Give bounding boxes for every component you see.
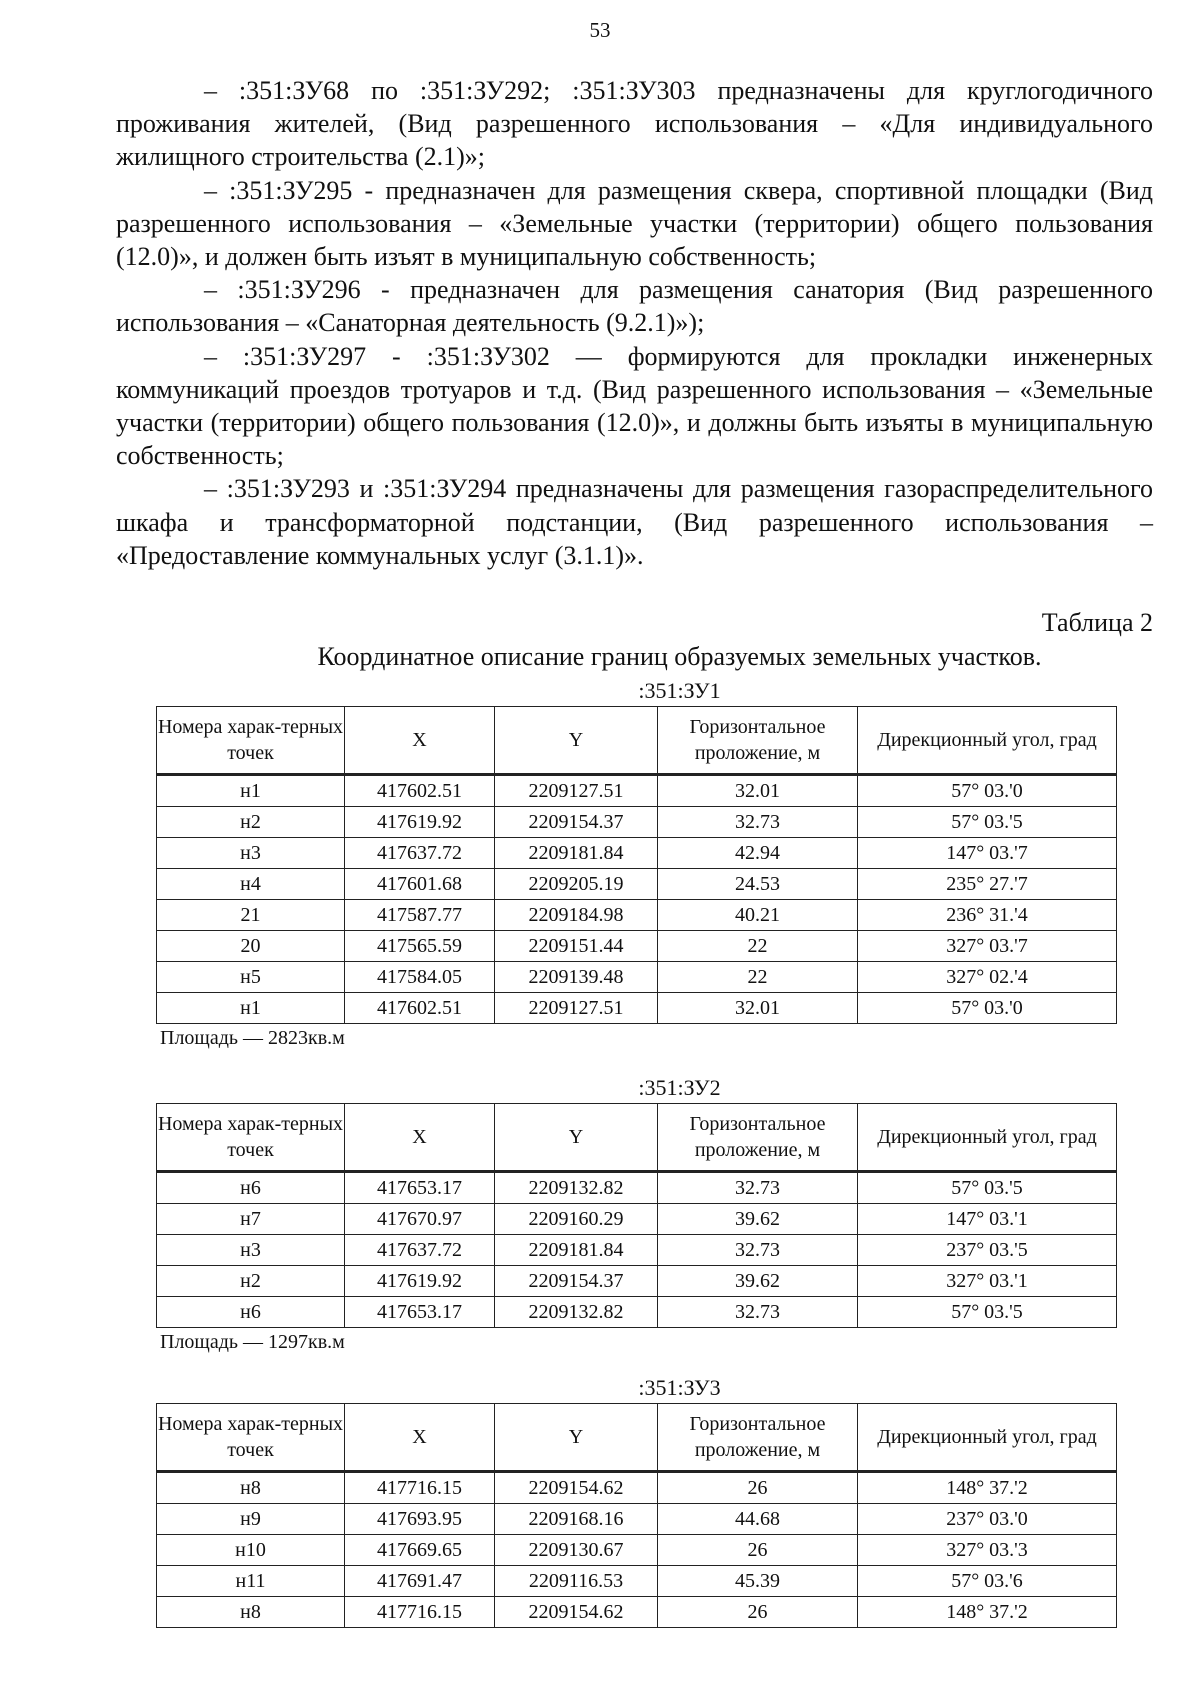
cell-x: 417619.92 <box>345 1266 495 1297</box>
table-header-row <box>157 707 1117 775</box>
cell-point: н3 <box>157 1235 345 1266</box>
table-row <box>157 1504 1117 1535</box>
cell-distance: 26 <box>658 1597 858 1628</box>
cell-y: 2209127.51 <box>495 775 658 807</box>
table-row <box>157 1266 1117 1297</box>
cell-y: 2209132.82 <box>495 1297 658 1328</box>
cell-point: н10 <box>157 1535 345 1566</box>
cell-distance: 26 <box>658 1535 858 1566</box>
header-distance: Горизонтальное проложение, м <box>658 1104 858 1172</box>
cell-angle: 147° 03.'7 <box>858 838 1117 869</box>
paragraph: – :351:ЗУ296 - предназначен для размещения санатория (Вид разрешенного использования – «Санаторная деятельность (9.2.1)»); <box>116 275 1153 338</box>
cell-x: 417565.59 <box>345 931 495 962</box>
table-row <box>157 1204 1117 1235</box>
cell-angle: 148° 37.'2 <box>858 1597 1117 1628</box>
cell-x: 417669.65 <box>345 1535 495 1566</box>
table-row <box>157 807 1117 838</box>
cell-angle: 57° 03.'0 <box>858 775 1117 807</box>
header-angle: Дирекционный угол, град <box>858 707 1117 775</box>
header-point: Номера харак-терных точек <box>157 707 345 775</box>
table-header-row <box>157 1104 1117 1172</box>
table-row <box>157 1597 1117 1628</box>
cell-x: 417602.51 <box>345 993 495 1024</box>
plot-block-2 <box>116 1073 1153 1356</box>
cell-y: 2209154.37 <box>495 1266 658 1297</box>
cell-distance: 32.73 <box>658 1297 858 1328</box>
cell-x: 417637.72 <box>345 1235 495 1266</box>
cell-y: 2209154.62 <box>495 1597 658 1628</box>
header-angle: Дирекционный угол, град <box>858 1404 1117 1472</box>
cell-x: 417601.68 <box>345 869 495 900</box>
cell-angle: 57° 03.'6 <box>858 1566 1117 1597</box>
header-y: Y <box>495 1104 658 1172</box>
table-row <box>157 1235 1117 1266</box>
cell-distance: 22 <box>658 931 858 962</box>
paragraph: – :351:ЗУ295 - предназначен для размещения сквера, спортивной площадки (Вид разрешенного использования – «Земельные участки (территории) общего пользования (12.0)», и должен быть изъят в муниципальную собственность; <box>116 175 1153 272</box>
cell-y: 2209132.82 <box>495 1172 658 1204</box>
cell-x: 417670.97 <box>345 1204 495 1235</box>
table-row <box>157 869 1117 900</box>
table-header-row <box>157 1404 1117 1472</box>
cell-x: 417584.05 <box>345 962 495 993</box>
paragraph: – :351:ЗУ297 - :351:ЗУ302 — формируются для прокладки инженерных коммуникаций проездов тротуаров и т.д. (Вид разрешенного использования – «Земельные участки (территории) общего пользования (12.0)», и должны быть изъяты в муниципальную собственность; <box>116 341 1153 471</box>
plot-title: :351:ЗУ2 <box>638 1075 721 1100</box>
table-row <box>157 1172 1117 1204</box>
plot-title: :351:ЗУ3 <box>638 1375 721 1400</box>
cell-distance: 32.73 <box>658 1235 858 1266</box>
cell-y: 2209181.84 <box>495 838 658 869</box>
cell-y: 2209184.98 <box>495 900 658 931</box>
table-row <box>157 1535 1117 1566</box>
paragraph: – :351:ЗУ293 и :351:ЗУ294 предназначены для размещения газораспределительного шкафа и трансформаторной подстанции, (Вид разрешенного использования – «Предоставление коммунальных услуг (3.1.1)». <box>116 474 1153 570</box>
cell-angle: 327° 03.'7 <box>858 931 1117 962</box>
cell-angle: 236° 31.'4 <box>858 900 1117 931</box>
table-row <box>157 838 1117 869</box>
cell-point: н9 <box>157 1504 345 1535</box>
cell-y: 2209154.62 <box>495 1472 658 1504</box>
cell-angle: 327° 03.'1 <box>858 1266 1117 1297</box>
cell-angle: 235° 27.'7 <box>858 869 1117 900</box>
table-row <box>157 775 1117 807</box>
cell-distance: 39.62 <box>658 1204 858 1235</box>
cell-distance: 39.62 <box>658 1266 858 1297</box>
table-row <box>157 993 1117 1024</box>
cell-angle: 57° 03.'5 <box>858 1297 1117 1328</box>
cell-distance: 32.73 <box>658 807 858 838</box>
paragraph: – :351:ЗУ68 по :351:ЗУ292; :351:ЗУ303 предназначены для круглогодичного проживания жителей, (Вид разрешенного использования – «Для индивидуального жилищного строительства (2.1)»; <box>116 76 1153 172</box>
cell-x: 417693.95 <box>345 1504 495 1535</box>
cell-angle: 237° 03.'0 <box>858 1504 1117 1535</box>
cell-x: 417653.17 <box>345 1172 495 1204</box>
cell-y: 2209130.67 <box>495 1535 658 1566</box>
table-label: Таблица 2 <box>1041 608 1153 637</box>
cell-y: 2209160.29 <box>495 1204 658 1235</box>
cell-point: н1 <box>157 775 345 807</box>
header-distance: Горизонтальное проложение, м <box>658 1404 858 1472</box>
cell-y: 2209181.84 <box>495 1235 658 1266</box>
cell-angle: 57° 03.'0 <box>858 993 1117 1024</box>
cell-point: н8 <box>157 1472 345 1504</box>
cell-point: н6 <box>157 1297 345 1328</box>
cell-point: н2 <box>157 1266 345 1297</box>
cell-y: 2209139.48 <box>495 962 658 993</box>
cell-distance: 32.01 <box>658 775 858 807</box>
header-x: X <box>345 707 495 775</box>
header-x: X <box>345 1104 495 1172</box>
cell-y: 2209116.53 <box>495 1566 658 1597</box>
coordinates-table <box>156 1103 1117 1328</box>
plot-block-3 <box>116 1373 1153 1628</box>
cell-x: 417691.47 <box>345 1566 495 1597</box>
table-title: Координатное описание границ образуемых земельных участков. <box>317 642 1042 671</box>
table-row <box>157 1297 1117 1328</box>
cell-distance: 32.73 <box>658 1172 858 1204</box>
header-angle: Дирекционный угол, град <box>858 1104 1117 1172</box>
table-row <box>157 1472 1117 1504</box>
area-text: Площадь — 1297кв.м <box>160 1331 345 1353</box>
cell-x: 417653.17 <box>345 1297 495 1328</box>
cell-distance: 22 <box>658 962 858 993</box>
table-row <box>157 1566 1117 1597</box>
cell-angle: 148° 37.'2 <box>858 1472 1117 1504</box>
cell-x: 417637.72 <box>345 838 495 869</box>
table-row <box>157 931 1117 962</box>
cell-angle: 237° 03.'5 <box>858 1235 1117 1266</box>
cell-x: 417587.77 <box>345 900 495 931</box>
body-text <box>116 74 1153 572</box>
cell-x: 417716.15 <box>345 1472 495 1504</box>
cell-x: 417619.92 <box>345 807 495 838</box>
cell-distance: 26 <box>658 1472 858 1504</box>
cell-distance: 44.68 <box>658 1504 858 1535</box>
plot-title: :351:ЗУ1 <box>638 678 721 703</box>
plot-block-1 <box>116 676 1153 1052</box>
cell-y: 2209205.19 <box>495 869 658 900</box>
cell-point: 20 <box>157 931 345 962</box>
cell-angle: 57° 03.'5 <box>858 807 1117 838</box>
cell-point: 21 <box>157 900 345 931</box>
cell-point: н4 <box>157 869 345 900</box>
cell-distance: 42.94 <box>658 838 858 869</box>
cell-y: 2209127.51 <box>495 993 658 1024</box>
header-distance: Горизонтальное проложение, м <box>658 707 858 775</box>
area-text: Площадь — 2823кв.м <box>160 1027 345 1049</box>
cell-angle: 147° 03.'1 <box>858 1204 1117 1235</box>
cell-distance: 32.01 <box>658 993 858 1024</box>
header-y: Y <box>495 1404 658 1472</box>
cell-y: 2209168.16 <box>495 1504 658 1535</box>
coordinates-table <box>156 1403 1117 1628</box>
cell-distance: 45.39 <box>658 1566 858 1597</box>
cell-point: н1 <box>157 993 345 1024</box>
header-point: Номера харак-терных точек <box>157 1404 345 1472</box>
table-row <box>157 962 1117 993</box>
cell-distance: 40.21 <box>658 900 858 931</box>
cell-point: н8 <box>157 1597 345 1628</box>
cell-x: 417716.15 <box>345 1597 495 1628</box>
cell-angle: 57° 03.'5 <box>858 1172 1117 1204</box>
table-row <box>157 900 1117 931</box>
header-y: Y <box>495 707 658 775</box>
cell-point: н2 <box>157 807 345 838</box>
cell-point: н6 <box>157 1172 345 1204</box>
cell-point: н7 <box>157 1204 345 1235</box>
cell-x: 417602.51 <box>345 775 495 807</box>
cell-point: н11 <box>157 1566 345 1597</box>
cell-angle: 327° 03.'3 <box>858 1535 1117 1566</box>
header-point: Номера харак-терных точек <box>157 1104 345 1172</box>
cell-point: н3 <box>157 838 345 869</box>
page-number: 53 <box>589 18 611 42</box>
cell-distance: 24.53 <box>658 869 858 900</box>
cell-angle: 327° 02.'4 <box>858 962 1117 993</box>
coordinates-table <box>156 706 1117 1024</box>
cell-point: н5 <box>157 962 345 993</box>
cell-y: 2209154.37 <box>495 807 658 838</box>
cell-y: 2209151.44 <box>495 931 658 962</box>
header-x: X <box>345 1404 495 1472</box>
